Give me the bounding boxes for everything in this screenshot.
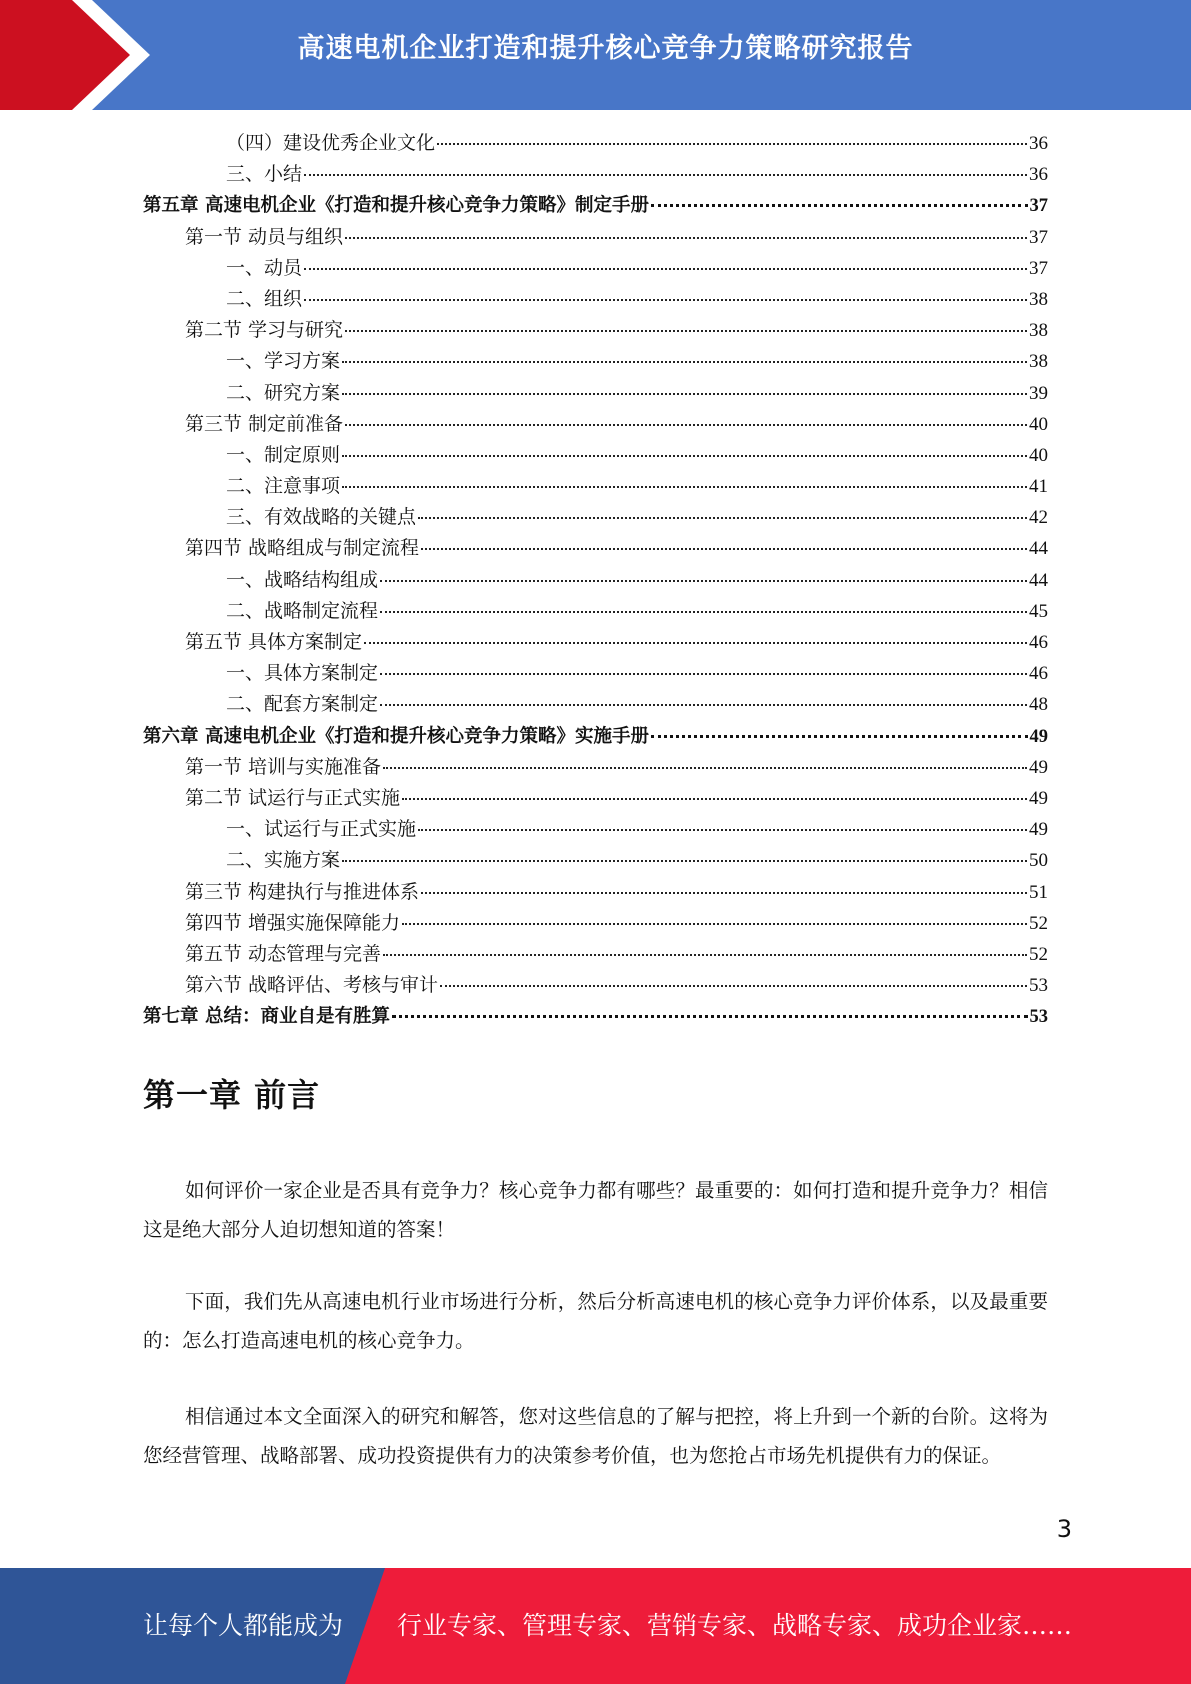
toc-entry-page: 51 — [1029, 881, 1048, 903]
toc-entry-page: 36 — [1029, 164, 1048, 186]
toc-dot-leader — [364, 642, 1027, 644]
toc-dot-leader — [418, 517, 1027, 519]
toc-section-entry[interactable] — [143, 752, 1048, 783]
toc-subsection-entry[interactable] — [143, 565, 1048, 596]
toc-subsection-entry[interactable] — [143, 440, 1048, 471]
toc-subsection-entry[interactable] — [143, 284, 1048, 315]
toc-entry-page: 46 — [1029, 632, 1048, 653]
page-header — [0, 0, 1191, 110]
toc-subsection-entry[interactable] — [143, 814, 1048, 845]
toc-dot-leader — [418, 829, 1027, 831]
toc-entry-page: 53 — [1029, 975, 1048, 997]
toc-dot-leader — [421, 892, 1027, 894]
toc-dot-leader — [380, 673, 1027, 675]
toc-dot-leader — [383, 767, 1027, 769]
toc-dot-leader — [437, 143, 1027, 145]
toc-chapter-entry[interactable] — [143, 190, 1048, 221]
page-footer — [0, 1568, 1191, 1684]
toc-dot-leader — [380, 704, 1027, 706]
toc-dot-leader — [304, 174, 1027, 176]
toc-entry-page: 52 — [1029, 943, 1048, 965]
footer-slogan-right: 行业专家、管理专家、营销专家、战略专家、成功企业家…… — [397, 1611, 1073, 1640]
toc-dot-leader — [345, 330, 1027, 332]
toc-entry-label: 二、组织 — [226, 287, 303, 310]
intro-paragraph-1: 如何评价一家企业是否具有竞争力？核心竞争力都有哪些？最重要的：如何打造和提升竞争力？相信这是绝大部分人迫切想知道的答案！ — [143, 1179, 1048, 1241]
header-title: 高速电机企业打造和提升核心竞争力策略研究报告 — [297, 33, 914, 64]
toc-entry-label: 一、战略结构组成 — [226, 568, 379, 591]
toc-section-entry[interactable] — [143, 908, 1048, 939]
toc-dot-leader — [651, 735, 1028, 738]
toc-section-entry[interactable] — [143, 939, 1048, 970]
toc-subsection-entry[interactable] — [143, 128, 1048, 159]
toc-chapter-entry[interactable] — [143, 721, 1048, 752]
toc-entry-label: 第六节 战略评估、考核与审计 — [185, 974, 439, 997]
toc-entry-page: 37 — [1029, 257, 1048, 279]
toc-entry-label: 第三节 制定前准备 — [185, 412, 344, 435]
toc-entry-page: 38 — [1029, 288, 1048, 310]
toc-section-entry[interactable] — [143, 877, 1048, 908]
toc-section-entry[interactable] — [143, 533, 1048, 564]
toc-entry-label: 一、动员 — [226, 256, 303, 279]
toc-entry-label: 二、实施方案 — [226, 849, 341, 872]
toc-entry-page: 40 — [1029, 444, 1048, 466]
toc-dot-leader — [380, 580, 1027, 582]
toc-entry-page: 37 — [1029, 226, 1048, 248]
toc-entry-page: 49 — [1029, 819, 1048, 841]
toc-entry-page: 40 — [1029, 413, 1048, 435]
toc-subsection-entry[interactable] — [143, 658, 1048, 689]
toc-entry-label: 一、具体方案制定 — [226, 662, 379, 685]
toc-dot-leader — [421, 548, 1027, 550]
toc-subsection-entry[interactable] — [143, 596, 1048, 627]
toc-dot-leader — [402, 798, 1027, 800]
toc-entry-page: 37 — [1029, 196, 1048, 217]
toc-entry-label: 第七章 总结：商业自是有胜算 — [143, 1006, 390, 1028]
chapter-heading: 第一章 前言 — [143, 1076, 321, 1114]
toc-subsection-entry[interactable] — [143, 346, 1048, 377]
toc-entry-page: 38 — [1029, 320, 1048, 342]
toc-entry-label: 一、制定原则 — [226, 443, 341, 466]
toc-subsection-entry[interactable] — [143, 502, 1048, 533]
toc-dot-leader — [342, 455, 1027, 457]
toc-section-entry[interactable] — [143, 627, 1048, 658]
toc-entry-label: 第五章 高速电机企业《打造和提升核心竞争力策略》制定手册 — [143, 195, 649, 217]
toc-entry-page: 48 — [1029, 694, 1048, 716]
toc-entry-label: 第三节 构建执行与推进体系 — [185, 880, 420, 903]
toc-dot-leader — [345, 424, 1027, 426]
toc-subsection-entry[interactable] — [143, 845, 1048, 876]
toc-dot-leader — [440, 985, 1027, 987]
toc-entry-label: 第一节 动员与组织 — [185, 225, 344, 248]
toc-entry-label: （四）建设优秀企业文化 — [226, 132, 436, 154]
toc-entry-page: 50 — [1029, 850, 1048, 872]
toc-chapter-entry[interactable] — [143, 1001, 1048, 1032]
toc-entry-label: 一、试运行与正式实施 — [226, 818, 417, 841]
toc-entry-label: 第四节 战略组成与制定流程 — [185, 537, 420, 560]
toc-entry-label: 第五节 动态管理与完善 — [185, 942, 382, 965]
toc-subsection-entry[interactable] — [143, 159, 1048, 190]
toc-section-entry[interactable] — [143, 409, 1048, 440]
toc-entry-label: 二、配套方案制定 — [226, 693, 379, 716]
toc-entry-label: 三、小结 — [226, 163, 303, 186]
toc-entry-page: 45 — [1029, 600, 1048, 622]
toc-entry-page: 49 — [1029, 726, 1048, 747]
toc-entry-label: 三、有效战略的关键点 — [226, 506, 417, 529]
toc-entry-page: 38 — [1029, 351, 1048, 373]
toc-entry-label: 第五节 具体方案制定 — [185, 631, 363, 653]
intro-paragraph-3: 相信通过本文全面深入的研究和解答，您对这些信息的了解与把控，将上升到一个新的台阶。这将为您经营管理、战略部署、成功投资提供有力的决策参考价值，也为您抢占市场先机提供有力的保证。 — [143, 1405, 1048, 1467]
toc-dot-leader — [392, 1015, 1028, 1018]
toc-entry-page: 42 — [1029, 507, 1048, 529]
toc-dot-leader — [342, 393, 1027, 395]
toc-entry-label: 第四节 增强实施保障能力 — [185, 911, 401, 934]
toc-entry-label: 二、注意事项 — [226, 475, 341, 498]
toc-entry-page: 44 — [1029, 569, 1048, 591]
toc-entry-page: 36 — [1029, 133, 1048, 154]
toc-entry-page: 52 — [1029, 912, 1048, 934]
toc-entry-label: 第一节 培训与实施准备 — [185, 755, 382, 778]
toc-entry-page: 41 — [1029, 476, 1048, 498]
toc-dot-leader — [345, 237, 1027, 239]
toc-section-entry[interactable] — [143, 783, 1048, 814]
toc-dot-leader — [651, 204, 1028, 207]
toc-entry-page: 49 — [1029, 756, 1048, 778]
toc-dot-leader — [342, 860, 1027, 862]
toc-entry-label: 一、学习方案 — [226, 350, 341, 373]
toc-subsection-entry[interactable] — [143, 689, 1048, 720]
toc-dot-leader — [304, 268, 1027, 270]
toc-subsection-entry[interactable] — [143, 378, 1048, 409]
intro-paragraph-2: 下面，我们先从高速电机行业市场进行分析，然后分析高速电机的核心竞争力评价体系，以及最重要的：怎么打造高速电机的核心竞争力。 — [143, 1290, 1048, 1352]
toc-entry-page: 53 — [1029, 1007, 1048, 1028]
toc-section-entry[interactable] — [143, 970, 1048, 1001]
toc-entry-page: 49 — [1029, 787, 1048, 809]
toc-subsection-entry[interactable] — [143, 471, 1048, 502]
toc-dot-leader — [342, 361, 1027, 363]
toc-section-entry[interactable] — [143, 222, 1048, 253]
footer-slogan-left: 让每个人都能成为 — [143, 1611, 344, 1640]
toc-section-entry[interactable] — [143, 315, 1048, 346]
toc-entry-label: 二、战略制定流程 — [226, 599, 379, 622]
toc-entry-page: 44 — [1029, 538, 1048, 560]
toc-dot-leader — [342, 486, 1027, 488]
toc-entry-label: 二、研究方案 — [226, 381, 341, 404]
toc-dot-leader — [380, 611, 1027, 613]
toc-subsection-entry[interactable] — [143, 253, 1048, 284]
page-number: 3 — [1056, 1515, 1072, 1543]
toc-dot-leader — [402, 923, 1027, 925]
toc-entry-label: 第二节 试运行与正式实施 — [185, 786, 401, 809]
toc-entry-page: 46 — [1029, 663, 1048, 685]
toc-dot-leader — [383, 954, 1027, 956]
toc-dot-leader — [304, 299, 1027, 301]
toc-entry-label: 第六章 高速电机企业《打造和提升核心竞争力策略》实施手册 — [143, 725, 649, 747]
toc-entry-label: 第二节 学习与研究 — [185, 319, 344, 342]
toc-entry-page: 39 — [1029, 382, 1048, 404]
table-of-contents — [143, 128, 1048, 1032]
